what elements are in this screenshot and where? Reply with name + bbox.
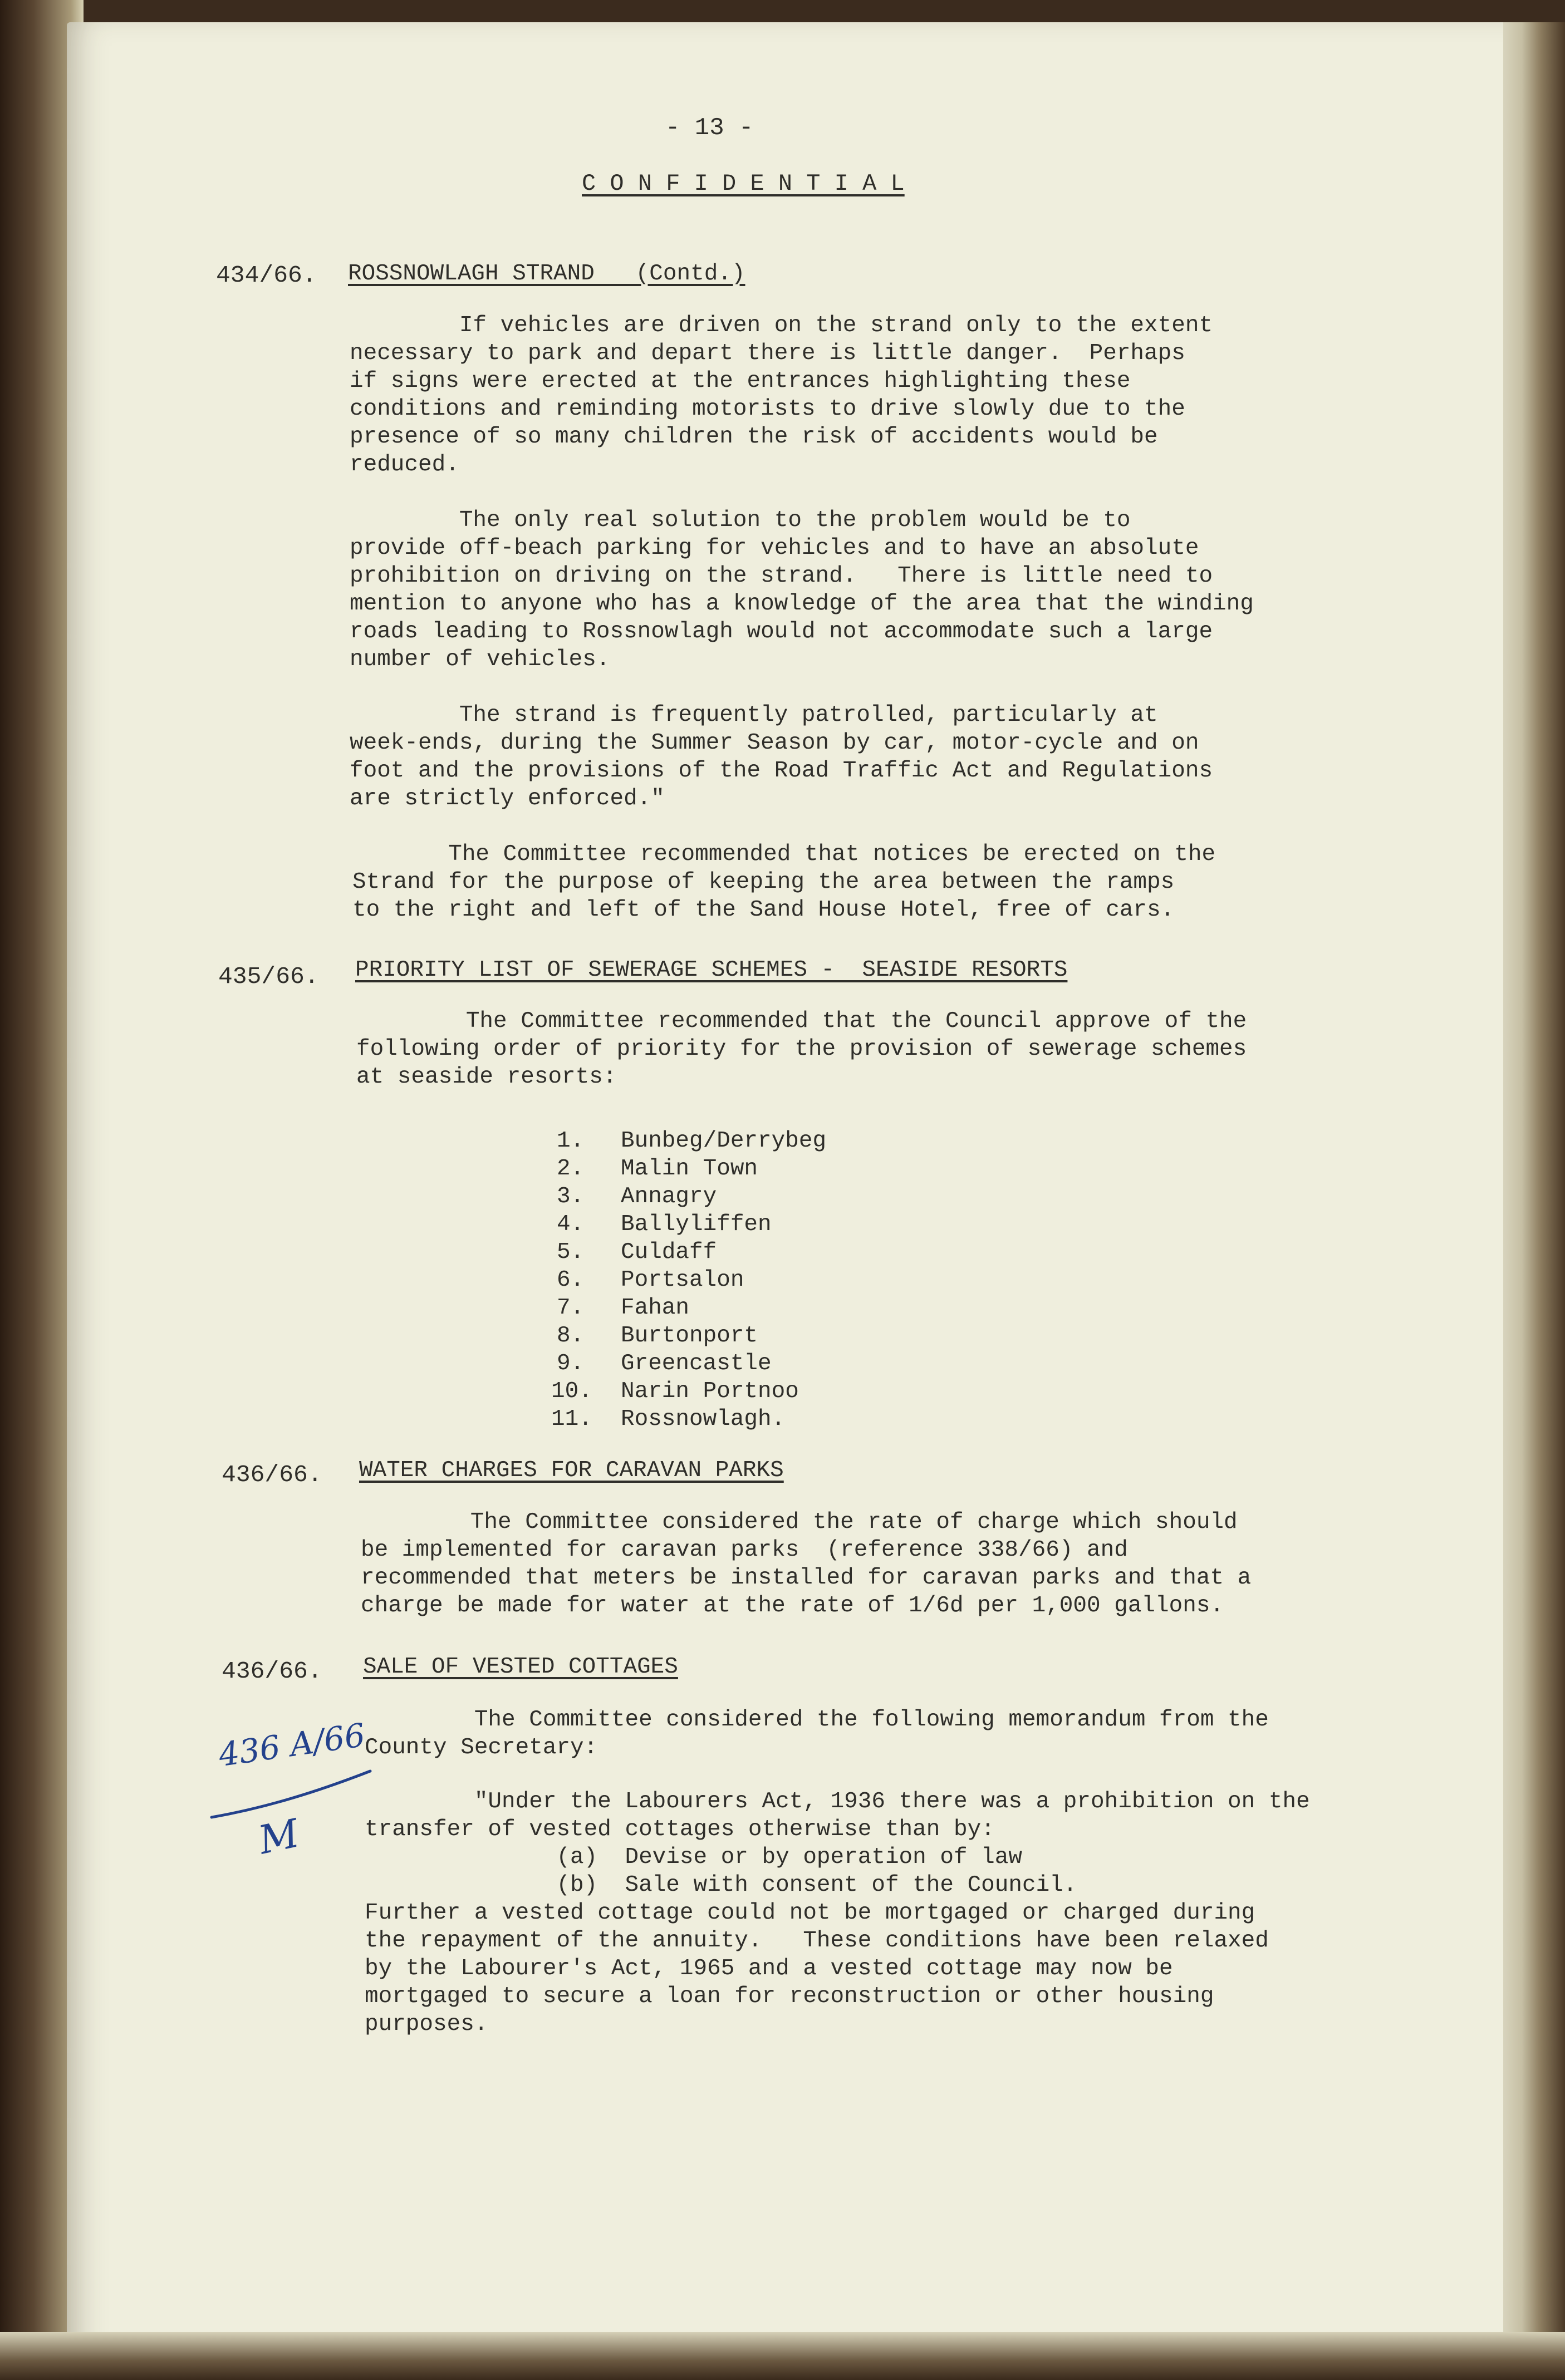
section-ref-436-cottages: 436/66. xyxy=(222,1658,322,1685)
list-item-number: 1. xyxy=(557,1128,585,1154)
list-item-name: Annagry xyxy=(621,1184,717,1209)
list-item-number: 10. xyxy=(551,1379,592,1404)
classification-heading: C O N F I D E N T I A L xyxy=(582,170,905,197)
section-heading-vested-cottages: SALE OF VESTED COTTAGES xyxy=(363,1654,678,1680)
list-item-name: Bunbeg/Derrybeg xyxy=(621,1128,827,1154)
paragraph: The Committee recommended that notices be erected on the Strand for the purpose of keeping the area between the ramps to the right and left of the Sand House Hotel, free of cars. xyxy=(352,842,1216,923)
list-item-number: 3. xyxy=(557,1184,585,1209)
handwritten-ref: 436 A/66 xyxy=(216,1715,367,1774)
section-heading-water-charges: WATER CHARGES FOR CARAVAN PARKS xyxy=(359,1458,784,1483)
list-item-name: Narin Portnoo xyxy=(621,1379,799,1404)
paragraph: The strand is frequently patrolled, particularly at week-ends, during the Summer Season by car, motor-cycle and on foot and the provisions of the Road Traffic Act and Regulations are strictly enforced." xyxy=(350,702,1213,812)
list-item-number: 5. xyxy=(557,1240,585,1265)
list-item-number: 7. xyxy=(557,1295,585,1321)
list-item-name: Fahan xyxy=(621,1295,690,1321)
list-item-number: 6. xyxy=(557,1267,585,1293)
paragraph: If vehicles are driven on the strand only to the extent necessary to park and depart there is little danger. Perhaps if signs were erected at the entrances highlighting these conditions and reminding motorists to drive slowly due to the presence of so many children the risk of accidents would be reduced. xyxy=(350,313,1213,478)
list-item-number: 4. xyxy=(557,1212,585,1237)
list-item-number: 8. xyxy=(557,1323,585,1349)
page-number: - 13 - xyxy=(665,114,754,142)
paragraph: The Committee recommended that the Council approve of the following order of priority for the provision of sewerage schemes at seaside resorts: xyxy=(356,1009,1247,1090)
section-ref-434: 434/66. xyxy=(216,262,317,289)
paragraph: The only real solution to the problem would be to provide off-beach parking for vehicles and to have an absolute prohibition on driving on the strand. There is little need to mention to anyone who has a knowledge of the area that the winding roads leading to Rossnowlagh would not accommodate such a large number of vehicles. xyxy=(350,508,1254,672)
list-item-number: 11. xyxy=(551,1407,592,1432)
section-heading-rossnowlagh: ROSSNOWLAGH STRAND (Contd.) xyxy=(348,261,745,287)
section-ref-436: 436/66. xyxy=(222,1461,322,1488)
page-bottom-edge xyxy=(0,2332,1565,2380)
paragraph: The Committee considered the rate of charge which should be implemented for caravan parks (reference 338/66) and recommended that meters be installed for caravan parks and that a charge be made for water at the rate of 1/6d per 1,000 gallons. xyxy=(361,1509,1252,1619)
list-item-name: Greencastle xyxy=(621,1351,772,1376)
section-heading-sewerage-priority: PRIORITY LIST OF SEWERAGE SCHEMES - SEASIDE RESORTS xyxy=(355,957,1068,983)
paragraph: The Committee considered the following memorandum from the County Secretary: xyxy=(365,1707,1269,1761)
list-item-name: Malin Town xyxy=(621,1156,758,1182)
list-item-name: Ballyliffen xyxy=(621,1212,772,1237)
list-item-number: 2. xyxy=(557,1156,585,1182)
memorandum-quote: "Under the Labourers Act, 1936 there was a prohibition on the transfer of vested cottages otherwise than by: (a) Devise or by operation of law (b) Sale with consent of the Council. Further a vested cottage could not be mortgaged or charged during the repayment of the annuity. These conditions have been relaxed by the Labourer's Act, 1965 and a vested cottage may now be mortgaged to secure a loan for reconstruction or other housing purposes. xyxy=(365,1789,1310,2037)
section-ref-435: 435/66. xyxy=(218,963,319,990)
list-item-number: 9. xyxy=(557,1351,585,1376)
page-right-edge xyxy=(1503,22,1565,2380)
list-item-name: Portsalon xyxy=(621,1267,744,1293)
list-item-name: Rossnowlagh. xyxy=(621,1407,786,1432)
handwritten-initial: M xyxy=(254,1810,303,1863)
list-item-name: Culdaff xyxy=(621,1240,717,1265)
list-item-name: Burtonport xyxy=(621,1323,758,1349)
